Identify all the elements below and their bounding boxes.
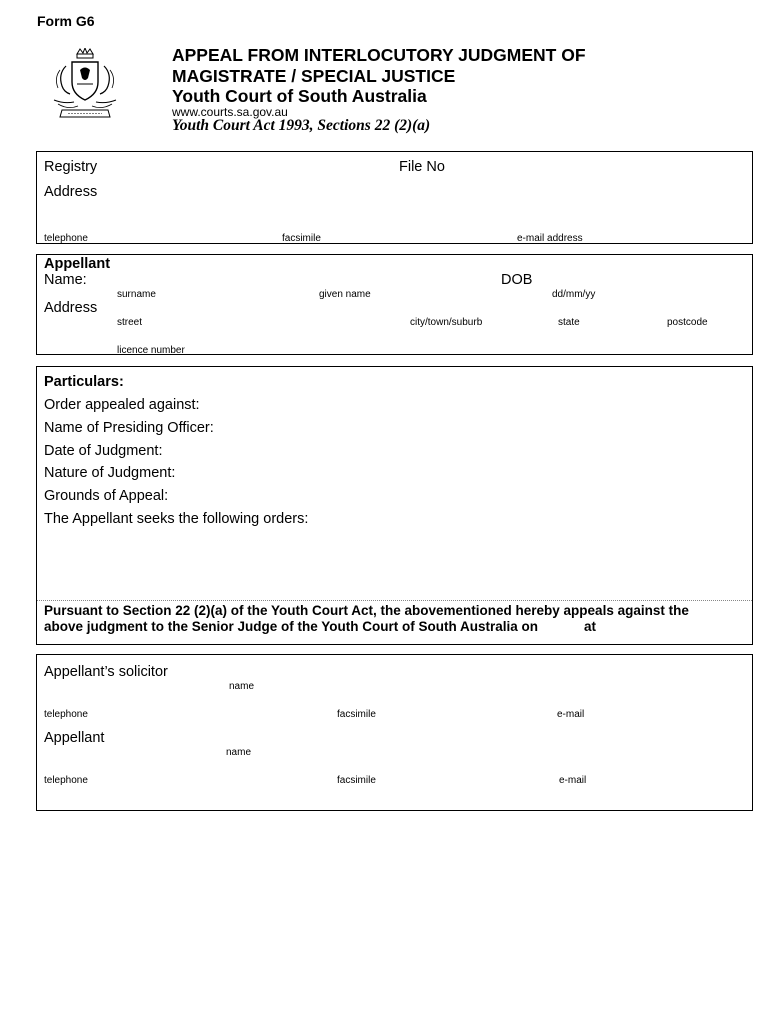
licence-number-label: licence number bbox=[117, 345, 185, 356]
pursuant-line1: Pursuant to Section 22 (2)(a) of the Youth Court Act, the abovementioned hereby appeals against the bbox=[44, 603, 689, 618]
appellant-section bbox=[36, 254, 753, 355]
form-number: Form G6 bbox=[37, 13, 95, 29]
presiding-officer-label: Name of Presiding Officer: bbox=[44, 420, 214, 436]
registry-facsimile-label: facsimile bbox=[282, 233, 321, 244]
state-label: state bbox=[558, 317, 580, 328]
form-title-line1: APPEAL FROM INTERLOCUTORY JUDGMENT OF bbox=[172, 45, 586, 65]
solicitor-label: Appellant’s solicitor bbox=[44, 664, 168, 680]
appellant-name-label: Name: bbox=[44, 272, 87, 288]
pursuant-line2: above judgment to the Senior Judge of the Youth Court of South Australia on bbox=[44, 619, 538, 634]
dob-format-label: dd/mm/yy bbox=[552, 289, 596, 300]
appellant-name-field-label: name bbox=[226, 747, 252, 758]
appellant-telephone-label: telephone bbox=[44, 775, 88, 786]
solicitor-email-label: e-mail bbox=[557, 709, 585, 720]
street-label: street bbox=[117, 317, 143, 328]
particulars-heading: Particulars: bbox=[44, 374, 124, 390]
judgment-nature-label: Nature of Judgment: bbox=[44, 465, 176, 481]
registry-section bbox=[36, 151, 753, 244]
registry-telephone-label: telephone bbox=[44, 233, 88, 244]
registry-label: Registry bbox=[44, 159, 98, 175]
registry-email-label: e-mail address bbox=[517, 233, 583, 244]
pursuant-at: at bbox=[584, 619, 597, 634]
surname-label: surname bbox=[117, 289, 156, 300]
court-website: www.courts.sa.gov.au bbox=[172, 105, 288, 119]
solicitor-facsimile-label: facsimile bbox=[337, 709, 376, 720]
contact-appellant-label: Appellant bbox=[44, 730, 105, 746]
form-title-line2: MAGISTRATE / SPECIAL JUSTICE bbox=[172, 66, 456, 86]
given-name-label: given name bbox=[319, 289, 371, 300]
orders-sought-label: The Appellant seeks the following orders: bbox=[44, 511, 309, 527]
appellant-facsimile-label: facsimile bbox=[337, 775, 376, 786]
solicitor-telephone-label: telephone bbox=[44, 709, 88, 720]
registry-address-label: Address bbox=[44, 184, 98, 200]
pursuant-statement bbox=[44, 603, 746, 635]
appellant-email-label: e-mail bbox=[559, 775, 587, 786]
solicitor-name-label: name bbox=[229, 681, 255, 692]
judgment-date-label: Date of Judgment: bbox=[44, 443, 163, 459]
court-name: Youth Court of South Australia bbox=[172, 86, 427, 106]
order-appealed-label: Order appealed against: bbox=[44, 397, 200, 413]
postcode-label: postcode bbox=[667, 317, 708, 328]
act-reference: Youth Court Act 1993, Sections 22 (2)(a) bbox=[172, 117, 431, 134]
coat-of-arms-emblem bbox=[44, 48, 126, 122]
city-label: city/town/suburb bbox=[410, 317, 483, 328]
dob-label: DOB bbox=[501, 272, 533, 288]
file-no-label: File No bbox=[399, 159, 445, 175]
appellant-address-label: Address bbox=[44, 300, 98, 316]
appellant-heading: Appellant bbox=[44, 256, 111, 272]
pursuant-divider bbox=[37, 600, 752, 601]
grounds-label: Grounds of Appeal: bbox=[44, 488, 169, 504]
